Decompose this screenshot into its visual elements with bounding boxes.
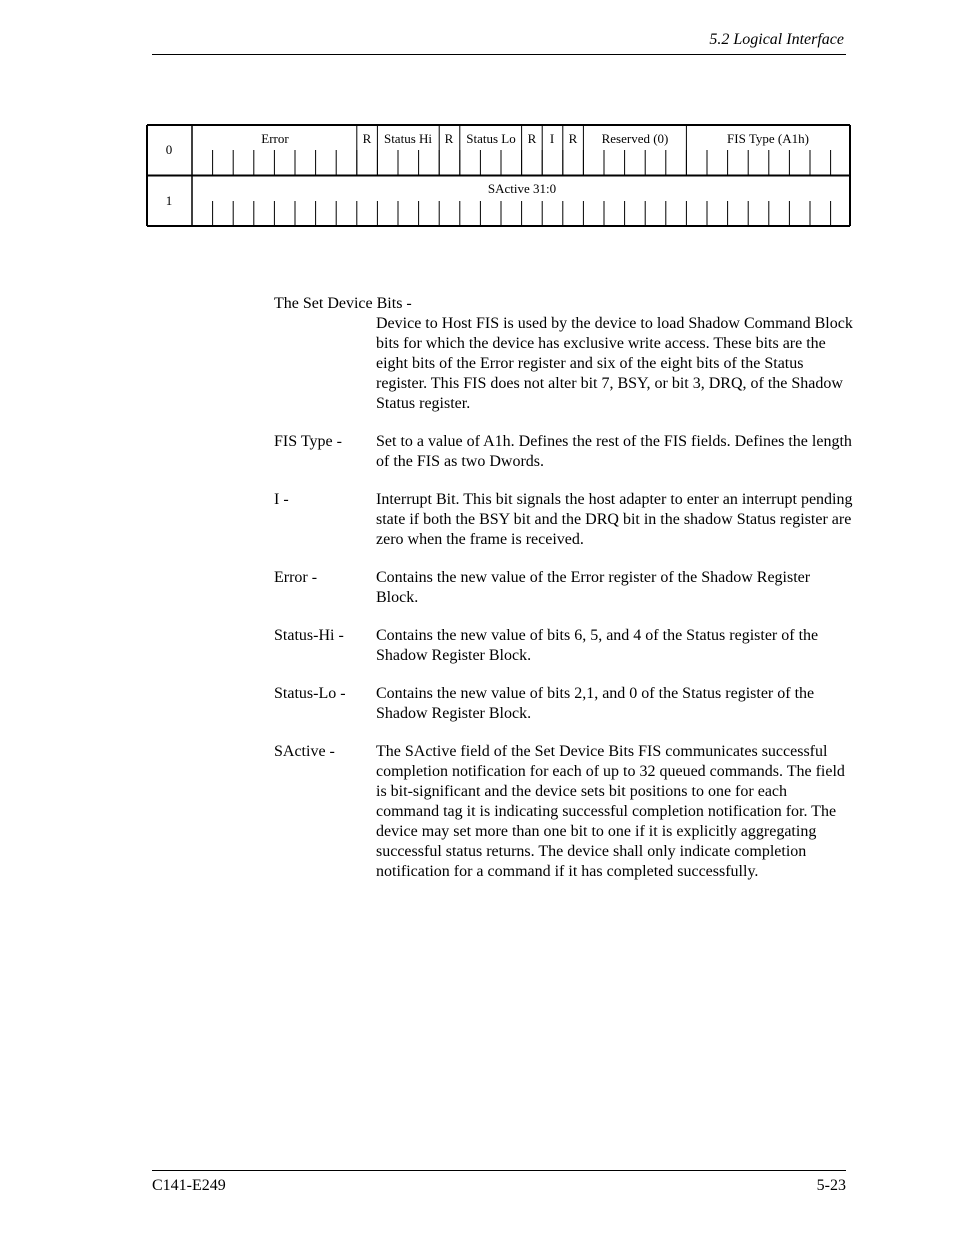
definition-term: Error - [274, 569, 318, 586]
definition-term: Status-Lo - [274, 685, 346, 702]
field-definitions [274, 294, 854, 882]
definition-fis-type [274, 432, 854, 472]
definition-term: FIS Type - [274, 433, 342, 450]
field-r-1: R [362, 131, 372, 146]
field-fis-type: FIS Type (A1h) [727, 131, 809, 146]
page-footer [152, 1170, 846, 1194]
definition-text: Interrupt Bit. This bit signals the host adapter to enter an interrupt pending state if both the BSY bit and the DRQ bit in the shadow Status register are zero when the frame is received. [376, 491, 853, 548]
definition-text: Contains the new value of bits 2,1, and 0 of the Status register of the Shadow Register Block. [376, 685, 815, 722]
definition-text: Contains the new value of bits 6, 5, and 4 of the Status register of the Shadow Register Block. [376, 627, 819, 664]
row0-number: 0 [165, 142, 173, 157]
page-number: 5-23 [816, 1177, 846, 1194]
field-r-4: R [568, 131, 578, 146]
document-id: C141-E249 [152, 1177, 226, 1194]
definition-sactive [274, 742, 854, 882]
section-title: 5.2 Logical Interface [709, 31, 844, 48]
definition-text: Set to a value of A1h. Defines the rest of the FIS fields. Defines the length of the FIS as two Dwords. [376, 433, 852, 470]
field-sactive: SActive 31:0 [487, 181, 557, 196]
field-error: Error [261, 131, 289, 146]
field-i: I [549, 131, 555, 146]
definition-i [274, 490, 854, 550]
definition-term: Status-Hi - [274, 627, 344, 644]
fis-layout-diagram [146, 124, 851, 227]
intro-paragraph [274, 294, 854, 414]
field-status-lo: Status Lo [466, 131, 516, 146]
definition-status-lo [274, 684, 854, 724]
field-reserved: Reserved (0) [601, 131, 669, 146]
definition-error [274, 568, 854, 608]
row1-number: 1 [165, 193, 173, 208]
intro-term: The Set Device Bits - [274, 295, 412, 312]
field-r-2: R [444, 131, 454, 146]
definition-term: SActive - [274, 743, 335, 760]
page-header [152, 30, 846, 55]
definition-text: The SActive field of the Set Device Bits FIS communicates successful completion notification for each of up to 32 queued commands. The field is bit-significant and the device sets bit positions to one for each command tag it is indicating successful completion notification for. The device may set more than one bit to one if it is explicitly aggregating successful status returns. The device shall only indicate completion notification for a command if it has completed successfully. [376, 743, 845, 880]
definition-status-hi [274, 626, 854, 666]
definition-term: I - [274, 491, 289, 508]
intro-text: Device to Host FIS is used by the device to load Shadow Command Block bits for which the device has exclusive write access. These bits are the eight bits of the Error register and six of the eight bits of the Status register. This FIS does not alter bit 7, BSY, or bit 3, DRQ, of the Shadow Status register. [376, 315, 853, 412]
definition-text: Contains the new value of the Error register of the Shadow Register Block. [376, 569, 811, 606]
field-status-hi: Status Hi [383, 131, 433, 146]
field-r-3: R [527, 131, 537, 146]
